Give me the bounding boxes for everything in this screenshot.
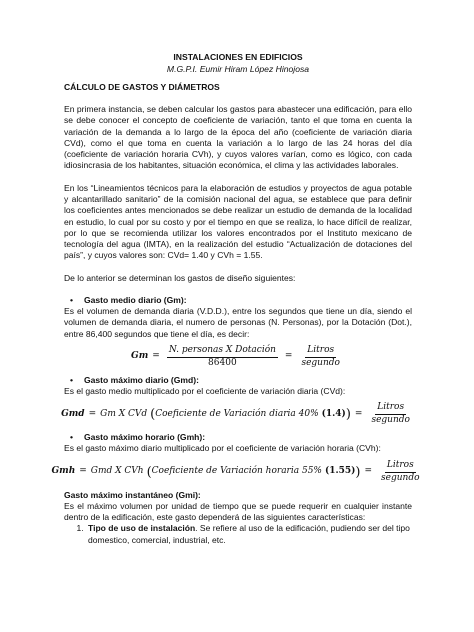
paren-open: ( (146, 464, 152, 480)
gmh-unit-fraction (379, 461, 421, 484)
gmh-heading (64, 432, 412, 443)
gm-formula (64, 346, 412, 369)
gmd-formula-value: (1.4) (321, 408, 346, 419)
gmd-formula-lhs: Gmd (61, 408, 85, 419)
equals-sign: = (284, 351, 293, 362)
bullet-icon: • (70, 294, 73, 305)
paren-open: ( (150, 407, 156, 423)
gm-unit-fraction (299, 346, 341, 369)
gm-formula-lhs: Gm (131, 351, 149, 362)
unit-numerator: Litros (305, 346, 336, 358)
bullet-icon: • (70, 432, 73, 443)
unit-denominator: segundo (381, 472, 420, 483)
gm-fraction (167, 346, 278, 369)
gmi-title: Gasto máximo instantáneo (Gmi): (64, 489, 201, 500)
unit-numerator: Litros (385, 461, 416, 473)
equals-sign: = (88, 408, 97, 419)
gmh-formula-lhs: Gmh (51, 466, 76, 477)
document-title: INSTALACIONES EN EDIFICIOS (173, 52, 303, 62)
gm-fraction-numerator: N. personas X Dotación (167, 346, 278, 358)
list-item (86, 523, 412, 546)
document-author: M.G.P.I. Eumir Hiram López Hinojosa (166, 64, 310, 75)
gmh-description: Es el gasto máximo diario multiplicado por el coeficiente de variación horaria (CVh): (64, 443, 381, 454)
equals-sign: = (79, 466, 87, 477)
gmh-title: Gasto máximo horario (Gmh): (84, 432, 206, 443)
gmh-formula-desc: Coeficiente de Variación horaria 55% (151, 466, 322, 477)
gmh-formula-value: (1.55) (324, 466, 356, 477)
gmd-formula-expr: Gm X CVd (100, 408, 148, 419)
section-heading: CÁLCULO DE GASTOS Y DIÁMETROS (64, 81, 220, 92)
paren-close: ) (355, 464, 361, 480)
gmd-formula-desc: Coeficiente de Variación diaria 40% (155, 408, 319, 419)
bullet-icon: • (70, 374, 73, 385)
gm-fraction-denominator: 86400 (208, 357, 237, 368)
equals-sign: = (364, 466, 373, 477)
gm-description: Es el volumen de demanda diaria (V.D.D.), entre los segundos que tiene un día, siendo el volumen de demanda diaria, el numero de personas (N. Personas), por la Dotación (Dot.), entre 86,400 segundos que tiene el día, es decir: (64, 306, 412, 339)
paragraph-intro: En primera instancia, se deben calcular los gastos para abastecer una edificación, para ello se debe conocer el concepto de coeficiente de variación, tanto el que toma en cuenta la variación de la demanda a lo largo de la época del año (coeficiente de variación diaria CVd), como el que toma en cuenta la variación a lo largo de las 24 horas del día (coeficiente de variación horaria CVh), y cuyos valores varían, como es lógico, con cada idiosincrasia de los habitantes, situación económica, el clima y las actividades laborales. (64, 103, 412, 171)
gm-heading (64, 295, 412, 306)
list-item-text: . Se refiere al uso de la edificación, pudiendo ser del tipo domestico, comercial, industrial, etc. (88, 523, 410, 545)
equals-sign: = (354, 408, 363, 419)
gmh-formula (51, 459, 420, 484)
paragraph-lineamientos: En los “Lineamientos técnicos para la elaboración de estudios y proyectos de agua potable y alcantarillado sanitario” de la comisión nacional del agua, se establece que para definir los coeficientes antes mencionados se debe realizar un estudio de demanda de la localidad en estudio, lo cual por su costo y por el tiempo en que se realiza, lo hace difícil de realizar, por lo que se recomienda utilizar los valores encontrados por el Instituto mexicano de tecnología del agua (IMTA), en la realización del estudio “Actualización de dotaciones del país”, y cuyos valores son: CVd= 1.40 y CVh = 1.55. (64, 182, 412, 261)
gmd-heading (64, 375, 412, 386)
gmd-formula (61, 402, 412, 426)
paragraph-design-flows: De lo anterior se determinan los gastos de diseño siguientes: (64, 272, 296, 283)
unit-denominator: segundo (301, 357, 340, 368)
gmh-formula-expr: Gmd X CVh (90, 466, 144, 477)
gmi-description: Es el máximo volumen por unidad de tiempo que se puede requerir en cualquier instante dentro de la edificación, este gasto dependerá de las siguientes características: (64, 500, 412, 523)
gmd-title: Gasto máximo diario (Gmd): (84, 374, 199, 385)
gmd-unit-fraction (369, 403, 411, 426)
gm-title: Gasto medio diario (Gm): (84, 294, 187, 305)
equals-sign: = (152, 351, 160, 362)
gmd-description: Es el gasto medio multiplicado por el coeficiente de variación diaria (CVd): (64, 386, 346, 397)
unit-denominator: segundo (371, 415, 410, 426)
paren-close: ) (345, 407, 351, 423)
characteristics-list (64, 523, 412, 546)
list-item-label: Tipo de uso de instalación (88, 523, 196, 534)
unit-numerator: Litros (375, 403, 406, 415)
